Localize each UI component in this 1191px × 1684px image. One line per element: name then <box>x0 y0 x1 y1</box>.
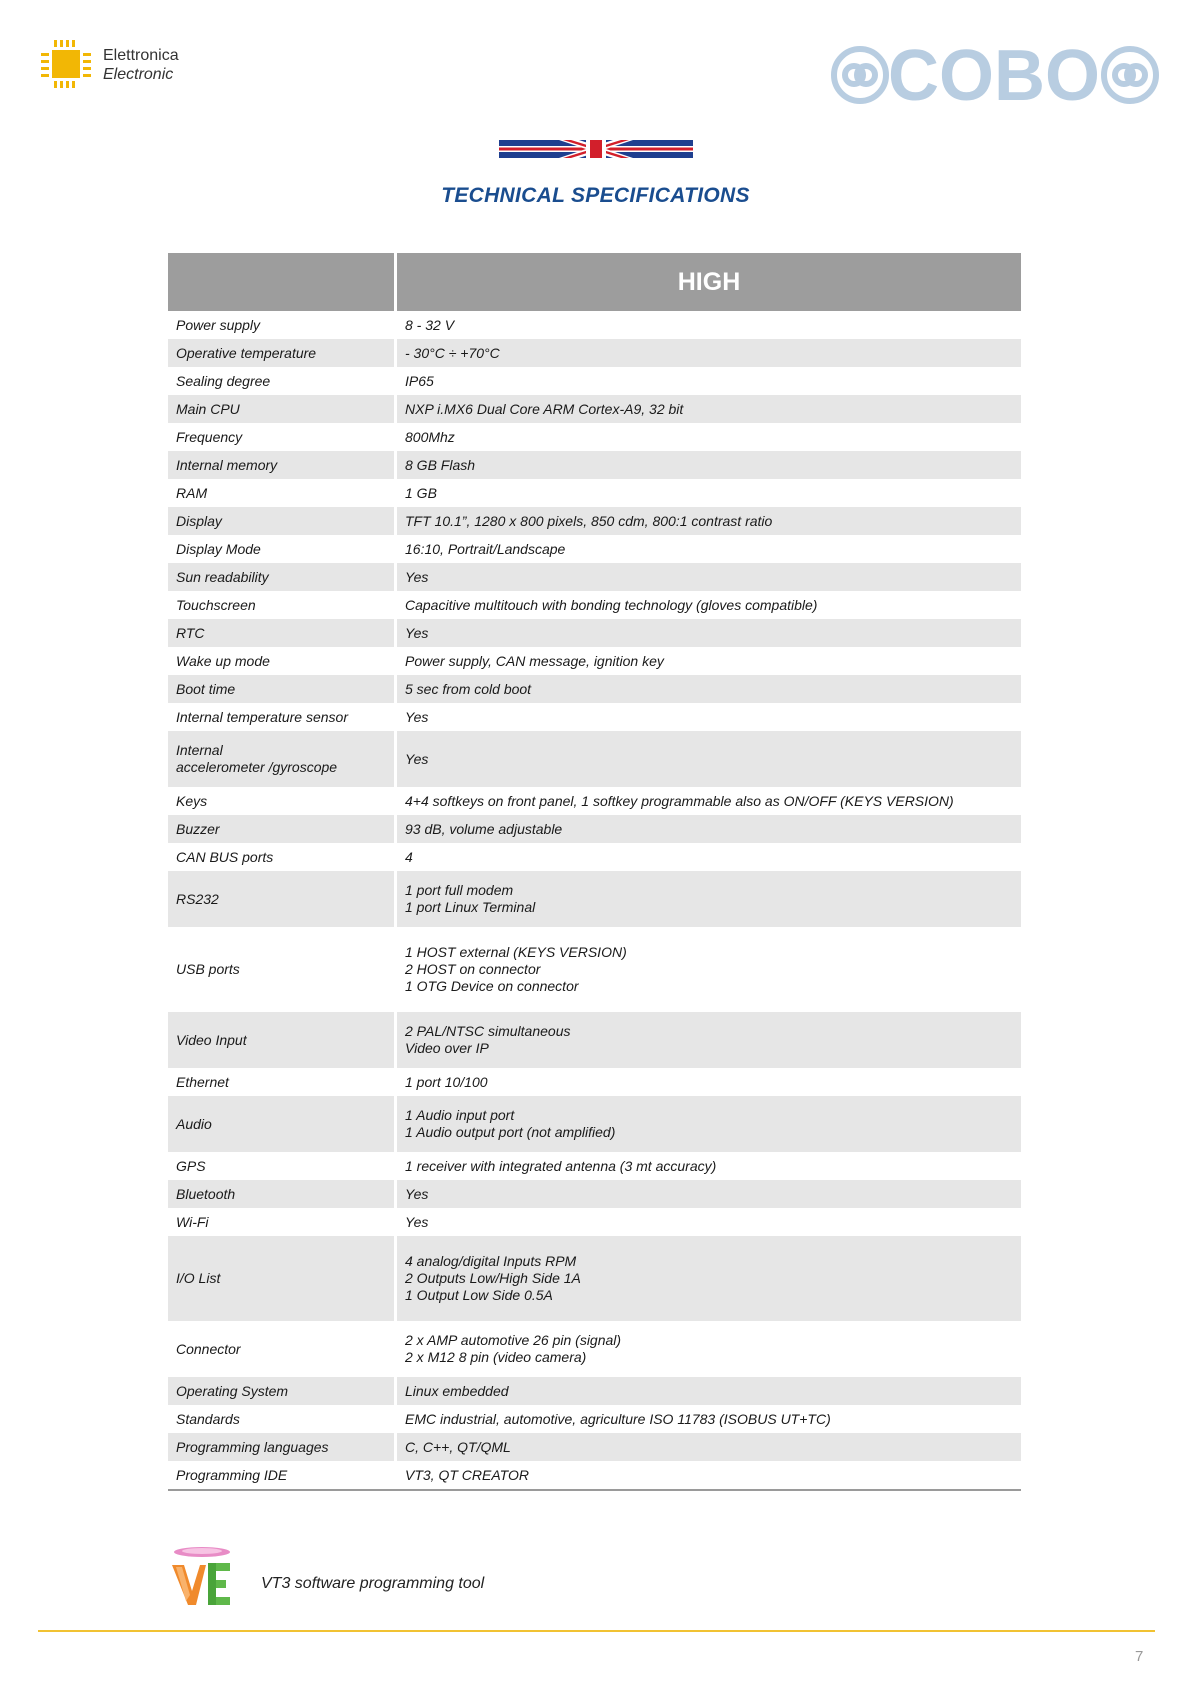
table-row <box>168 843 1021 871</box>
uk-flag-icon <box>499 140 693 158</box>
row-value <box>397 703 1021 731</box>
table-row <box>168 1377 1021 1405</box>
row-value <box>397 535 1021 563</box>
row-label: Video Input <box>176 1031 247 1048</box>
table-row <box>168 675 1021 703</box>
row-value <box>397 395 1021 423</box>
table-row <box>168 1152 1021 1180</box>
row-label: Boot time <box>176 680 236 697</box>
row-label: Programming IDE <box>176 1466 288 1483</box>
row-label: CAN BUS ports <box>176 848 274 865</box>
row-value <box>397 647 1021 675</box>
row-label: Operating System <box>176 1382 289 1399</box>
row-value-line: 8 - 32 V <box>405 316 455 333</box>
row-label: Display Mode <box>176 540 261 557</box>
row-value-line: 1 Audio input port <box>405 1107 515 1123</box>
row-value-line: 4+4 softkeys on front panel, 1 softkey programmable also as ON/OFF (KEYS VERSION) <box>405 792 954 809</box>
row-label: GPS <box>176 1157 206 1174</box>
table-header <box>168 253 1021 311</box>
row-value <box>397 619 1021 647</box>
row-label: Internal temperature sensor <box>176 708 348 725</box>
cobo-logo <box>830 40 1160 110</box>
table-row <box>168 1321 1021 1377</box>
row-value-line: 1 OTG Device on connector <box>405 978 579 994</box>
footer-divider <box>38 1630 1155 1632</box>
row-value-line: 1 receiver with integrated antenna (3 mt accuracy) <box>405 1157 717 1174</box>
row-label: Connector <box>176 1340 241 1357</box>
row-value-line: 8 GB Flash <box>405 456 476 473</box>
row-label: Display <box>176 512 222 529</box>
row-value <box>397 339 1021 367</box>
vt3-logo-icon <box>170 1545 234 1609</box>
row-value <box>397 1208 1021 1236</box>
row-value-line: 1 port full modem <box>405 882 514 898</box>
row-value <box>397 731 1021 787</box>
table-row <box>168 787 1021 815</box>
table-row <box>168 507 1021 535</box>
row-value-line: EMC industrial, automotive, agriculture ISO 11783 (ISOBUS UT+TC) <box>405 1410 831 1427</box>
row-value-line: C, C++, QT/QML <box>405 1438 511 1455</box>
row-value-line: Power supply, CAN message, ignition key <box>405 652 664 669</box>
row-label: Internal accelerometer /gyroscope <box>176 742 338 775</box>
table-row <box>168 703 1021 731</box>
page-number: 7 <box>1135 1648 1144 1665</box>
row-value-line: 4 <box>405 848 413 865</box>
row-value-line: Yes <box>405 1213 429 1230</box>
row-label: Keys <box>176 792 208 809</box>
table-row <box>168 563 1021 591</box>
row-value-line: Yes <box>405 1185 429 1202</box>
row-value <box>397 451 1021 479</box>
row-label: USB ports <box>176 961 240 977</box>
row-label: Operative temperature <box>176 344 317 361</box>
table-row <box>168 1068 1021 1096</box>
row-value-line: Yes <box>405 750 429 767</box>
row-label: RTC <box>176 624 205 641</box>
row-label: Ethernet <box>176 1073 229 1090</box>
brand-text <box>103 46 179 84</box>
row-label: Main CPU <box>176 400 240 417</box>
table-row <box>168 311 1021 339</box>
table-row <box>168 591 1021 619</box>
table-row <box>168 535 1021 563</box>
row-value <box>397 675 1021 703</box>
row-value <box>397 1321 1021 1377</box>
row-value <box>397 367 1021 395</box>
table-row <box>168 619 1021 647</box>
row-value-line: VT3, QT CREATOR <box>405 1466 529 1483</box>
table-row <box>168 1012 1021 1068</box>
table-row <box>168 1180 1021 1208</box>
row-value-line: 800Mhz <box>405 428 455 445</box>
row-value-line: 4 analog/digital Inputs RPM <box>405 1253 577 1269</box>
page-title: TECHNICAL SPECIFICATIONS <box>441 184 750 207</box>
table-row <box>168 395 1021 423</box>
row-value <box>397 1068 1021 1096</box>
row-value <box>397 787 1021 815</box>
row-value <box>397 1405 1021 1433</box>
row-value-line: Yes <box>405 624 429 641</box>
row-value <box>397 1236 1021 1321</box>
row-value-line: TFT 10.1”, 1280 x 800 pixels, 850 cdm, 800:1 contrast ratio <box>405 512 773 529</box>
row-label: I/O List <box>176 1270 221 1286</box>
brand-line-2: Electronic <box>103 66 174 83</box>
row-value <box>397 507 1021 535</box>
row-label: Audio <box>176 1115 212 1132</box>
row-value <box>397 1461 1021 1489</box>
table-row <box>168 479 1021 507</box>
row-label: Sealing degree <box>176 372 271 389</box>
table-row <box>168 731 1021 787</box>
row-value-line: 16:10, Portrait/Landscape <box>405 540 566 557</box>
row-label: Wi-Fi <box>176 1213 209 1230</box>
column-header-high: HIGH <box>397 253 1021 311</box>
row-value <box>397 591 1021 619</box>
table-row <box>168 423 1021 451</box>
table-row <box>168 1208 1021 1236</box>
row-value <box>397 563 1021 591</box>
row-value-line: 2 Outputs Low/High Side 1A <box>405 1270 581 1286</box>
chip-logo-icon <box>38 36 94 92</box>
header-blank-cell <box>168 253 394 311</box>
table-row <box>168 1236 1021 1321</box>
table-row <box>168 871 1021 927</box>
row-label: RAM <box>176 484 208 501</box>
row-value <box>397 1433 1021 1461</box>
row-value-line: 1 HOST external (KEYS VERSION) <box>405 944 627 960</box>
row-value-line: Linux embedded <box>405 1382 509 1399</box>
spec-table <box>168 253 1021 1491</box>
row-value-line: 2 PAL/NTSC simultaneous <box>405 1023 571 1039</box>
brand-line-1: Elettronica <box>103 47 179 64</box>
table-row <box>168 1433 1021 1461</box>
row-label: Standards <box>176 1410 240 1427</box>
row-label: Bluetooth <box>176 1185 236 1202</box>
row-value-line: 5 sec from cold boot <box>405 680 532 697</box>
row-label: Programming languages <box>176 1438 329 1455</box>
row-label: Power supply <box>176 316 261 333</box>
row-label: Touchscreen <box>176 596 256 613</box>
row-value-line: 1 GB <box>405 484 437 501</box>
table-row <box>168 927 1021 1012</box>
row-label: Internal memory <box>176 456 278 473</box>
table-row <box>168 1405 1021 1433</box>
row-value-line: 1 Audio output port (not amplified) <box>405 1124 616 1140</box>
table-body <box>168 311 1021 1489</box>
row-value-line: 1 port 10/100 <box>405 1073 488 1090</box>
row-value-line: Yes <box>405 708 429 725</box>
row-value-line: 2 HOST on connector <box>405 961 541 977</box>
row-value <box>397 423 1021 451</box>
row-value <box>397 871 1021 927</box>
row-value-line: 2 x M12 8 pin (video camera) <box>405 1349 587 1365</box>
table-row <box>168 815 1021 843</box>
row-value <box>397 843 1021 871</box>
row-label: Frequency <box>176 428 243 445</box>
row-value-line: Capacitive multitouch with bonding technology (gloves compatible) <box>405 596 818 613</box>
row-value-line: - 30°C ÷ +70°C <box>405 344 500 361</box>
footer-caption: VT3 software programming tool <box>261 1575 485 1592</box>
table-row <box>168 451 1021 479</box>
row-value <box>397 1180 1021 1208</box>
row-value <box>397 815 1021 843</box>
row-value-line: 1 port Linux Terminal <box>405 899 536 915</box>
row-value-line: IP65 <box>405 372 434 389</box>
row-label: RS232 <box>176 890 219 907</box>
row-value <box>397 479 1021 507</box>
row-label: Sun readability <box>176 568 269 585</box>
row-value-line: Yes <box>405 568 429 585</box>
row-value-line: Video over IP <box>405 1040 489 1056</box>
row-value-line: 93 dB, volume adjustable <box>405 820 563 837</box>
table-row <box>168 1096 1021 1152</box>
row-value-line: NXP i.MX6 Dual Core ARM Cortex-A9, 32 bit <box>405 400 684 417</box>
row-value <box>397 927 1021 1012</box>
row-label: Buzzer <box>176 820 220 837</box>
row-value <box>397 1152 1021 1180</box>
table-row <box>168 367 1021 395</box>
table-row <box>168 647 1021 675</box>
row-value <box>397 1096 1021 1152</box>
row-value <box>397 1377 1021 1405</box>
row-value <box>397 1012 1021 1068</box>
row-value-line: 1 Output Low Side 0.5A <box>405 1287 553 1303</box>
row-value-line: 2 x AMP automotive 26 pin (signal) <box>405 1332 622 1348</box>
table-row <box>168 1461 1021 1489</box>
table-row <box>168 339 1021 367</box>
cobo-logo-text: COBO <box>888 40 1100 110</box>
row-label: Wake up mode <box>176 652 270 669</box>
row-value <box>397 311 1021 339</box>
